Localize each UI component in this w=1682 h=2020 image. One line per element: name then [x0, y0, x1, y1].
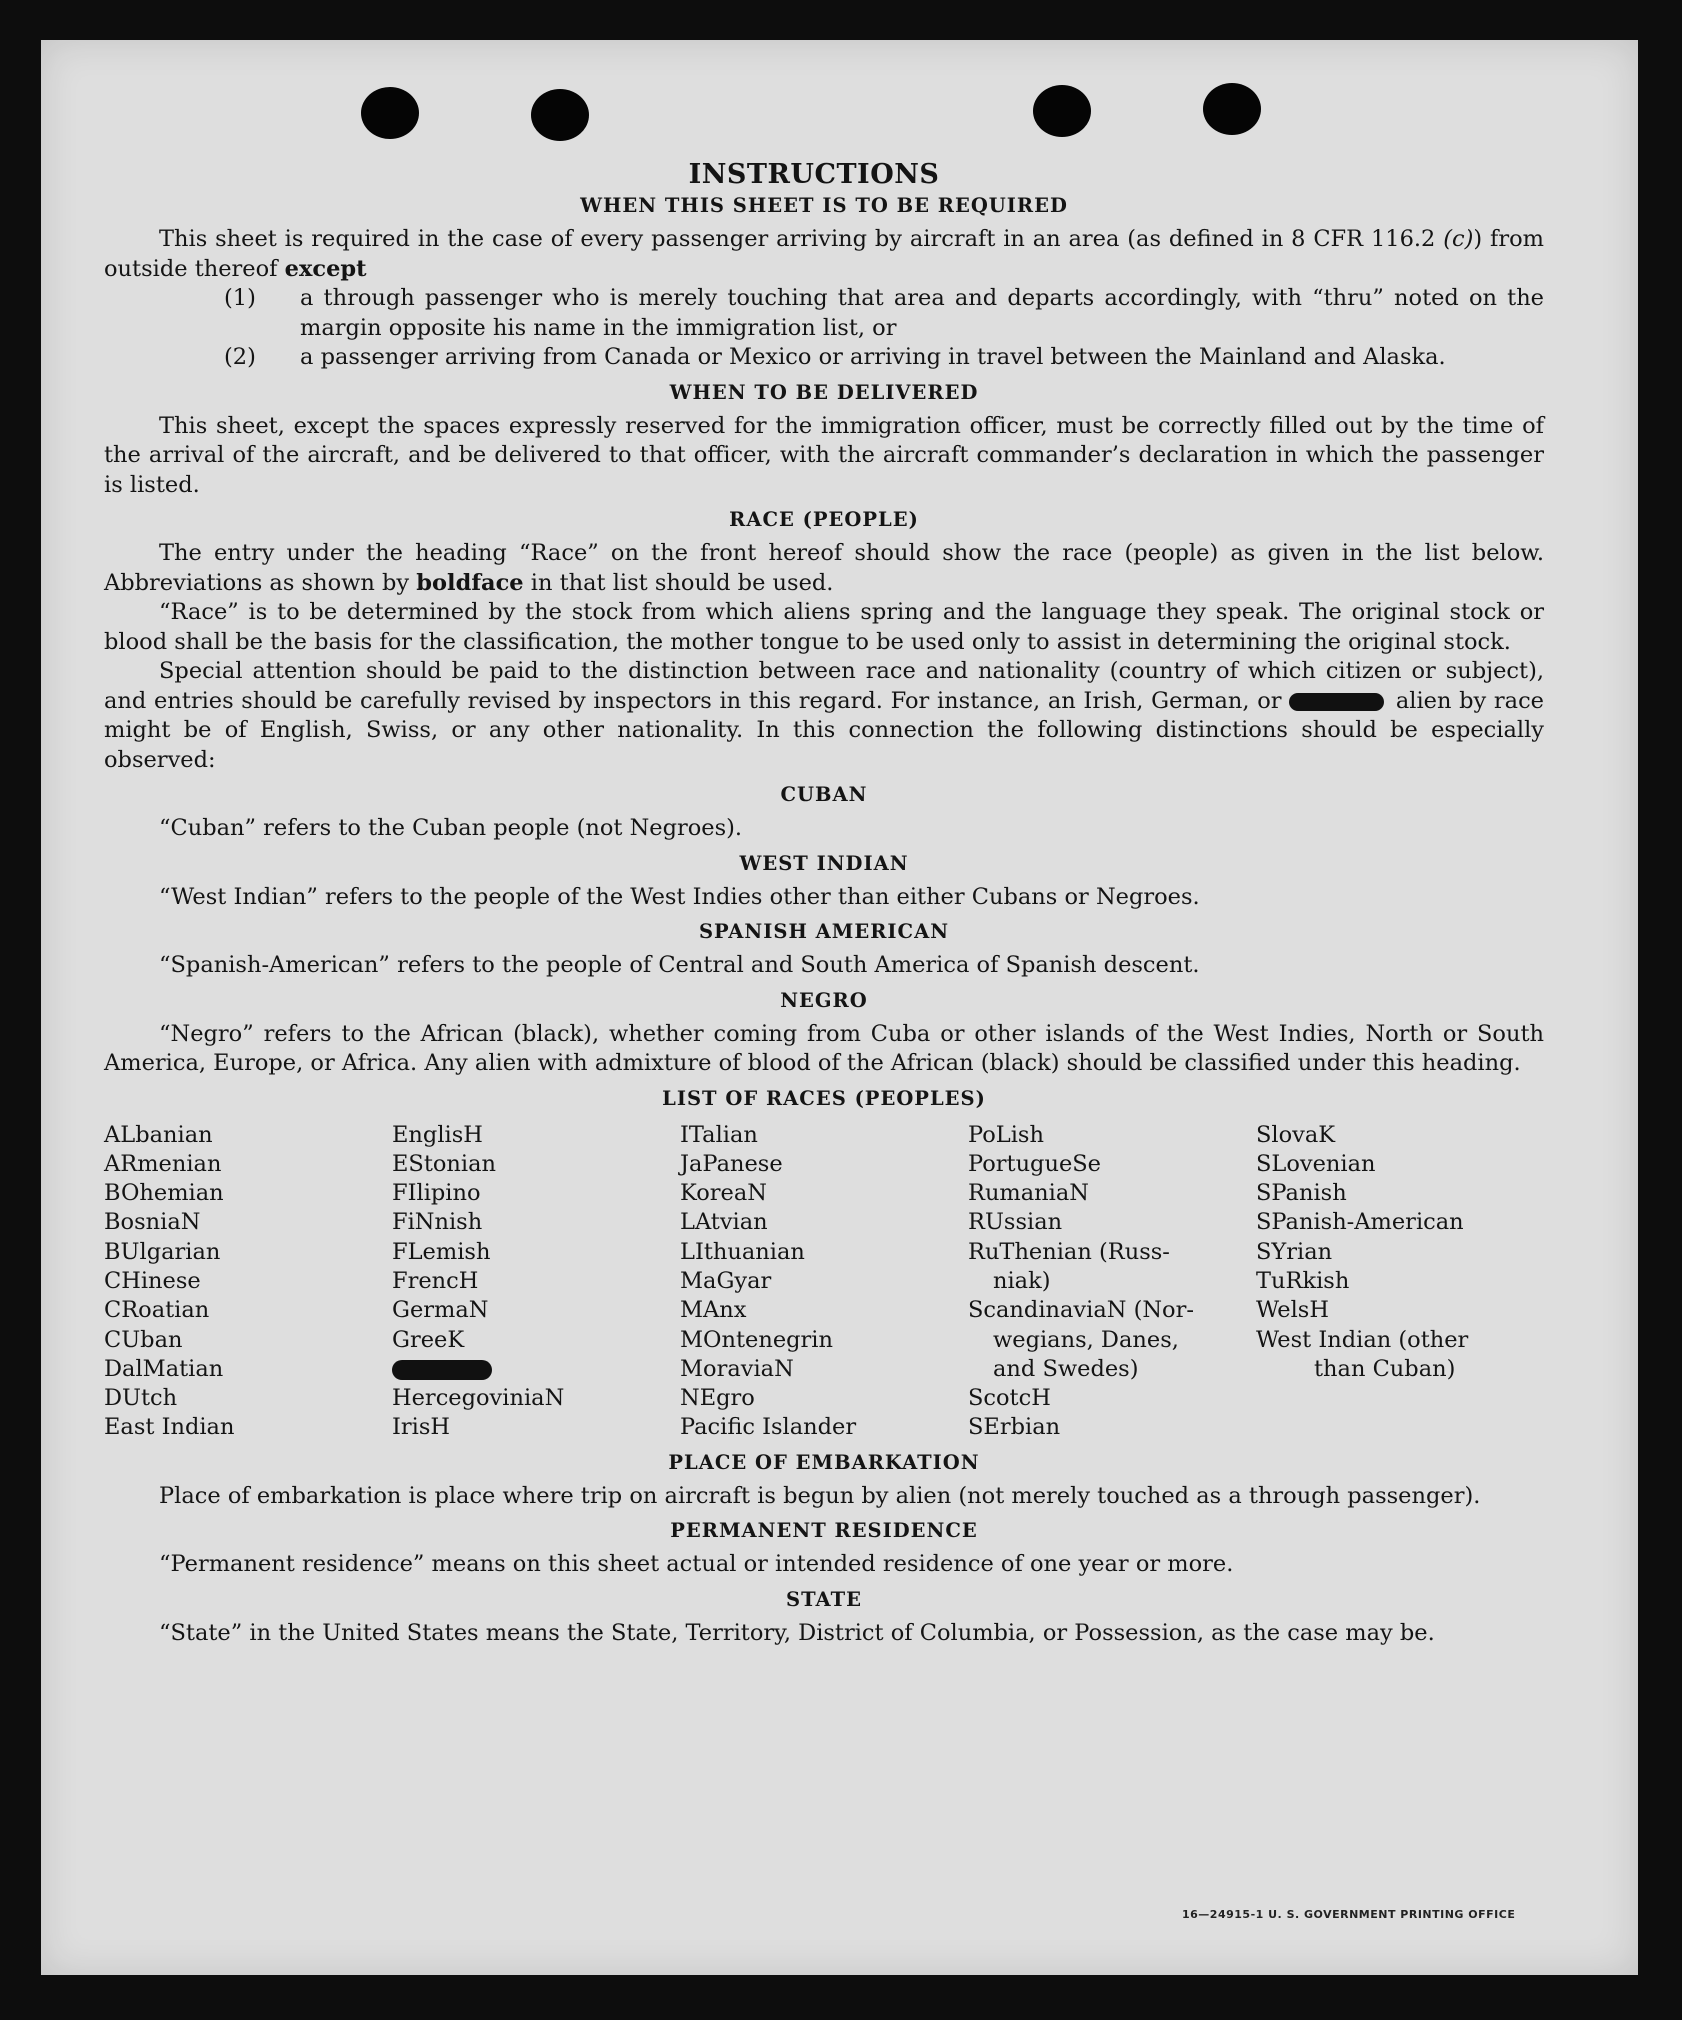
race-entry: FiNnish — [392, 1209, 483, 1236]
punch-hole — [1203, 83, 1261, 135]
race-entry: PortugueSe — [968, 1150, 1102, 1177]
race-entry: BosniaN — [104, 1209, 201, 1236]
paragraph: “West Indian” refers to the people of the West Indies other than either Cubans or Negroes. — [159, 883, 1200, 910]
race-entry: EStonian — [392, 1150, 497, 1177]
race-entry: FLemish — [392, 1238, 491, 1265]
race-entry: niak) — [993, 1267, 1051, 1294]
section-heading: RACE (PEOPLE) — [729, 508, 919, 531]
item-number: (2) — [224, 344, 256, 370]
race-entry: West Indian (other — [1256, 1326, 1469, 1353]
paragraph — [104, 539, 1544, 598]
race-entry: SPanish — [1256, 1180, 1347, 1207]
race-entry: NEgro — [680, 1385, 755, 1412]
section-heading: PERMANENT RESIDENCE — [670, 1519, 978, 1543]
paragraph — [104, 657, 1544, 775]
race-entry: GreeK — [392, 1326, 465, 1353]
race-entry: ALbanian — [104, 1121, 213, 1148]
race-entry: JaPanese — [680, 1150, 783, 1177]
race-entry-redacted — [392, 1355, 680, 1384]
race-entry: CRoatian — [104, 1297, 210, 1324]
race-list — [104, 1121, 1544, 1443]
paragraph: This sheet, except the spaces expressly reserved for the immigration officer, must be correctly filled out by the time of the arrival of the aircraft, and be delivered to that officer, with the aircraft commander’s declaration in which the passenger is listed. — [104, 412, 1544, 498]
race-entry: CUban — [104, 1326, 183, 1353]
list-item — [104, 343, 1544, 373]
text: Special attention should be paid to the distinction between race and nationality (country of which citizen or subject), and entries should be carefully revised by inspectors in this regard. For instance, an Irish, German, or — [104, 658, 1544, 714]
section-heading: PLACE OF EMBARKATION — [668, 1450, 980, 1474]
race-entry: MaGyar — [680, 1267, 772, 1294]
race-entry: MoraviaN — [680, 1355, 794, 1382]
race-entry: BUlgarian — [104, 1238, 221, 1265]
race-entry: CHinese — [104, 1267, 201, 1294]
paragraph: “Spanish-American” refers to the people of Central and South America of Spanish descent. — [159, 952, 1200, 978]
race-entry: BOhemian — [104, 1180, 224, 1207]
race-entry: GermaN — [392, 1297, 489, 1324]
printing-office-imprint: 16—24915-1 U. S. GOVERNMENT PRINTING OFFICE — [1182, 1908, 1516, 1921]
race-entry: WelsH — [1256, 1297, 1329, 1324]
race-entry: ScandinaviaN (Nor- — [968, 1297, 1194, 1324]
item-text: a passenger arriving from Canada or Mexico or arriving in travel between the Mainland and Alaska. — [300, 344, 1446, 370]
paragraph: “Permanent residence” means on this sheet actual or intended residence of one year or more. — [159, 1551, 1234, 1578]
text: alien by race might be of English, Swiss, or any other nationality. In this connection the following distinctions should be especially observed: — [104, 687, 1545, 773]
paragraph: Place of embarkation is place where trip on aircraft is begun by alien (not merely touched as a through passenger). — [159, 1482, 1481, 1509]
section-heading: LIST OF RACES (PEOPLES) — [662, 1086, 986, 1110]
item-text: a through passenger who is merely touching that area and departs accordingly, with “thru” noted on the margin opposite his name in the immigration list, or — [300, 285, 1544, 341]
race-entry: SPanish-American — [1256, 1209, 1464, 1236]
race-entry: FIlipino — [392, 1180, 481, 1207]
race-entry: RuThenian (Russ- — [968, 1238, 1170, 1265]
page-title: INSTRUCTIONS — [688, 159, 940, 190]
text: This sheet is required in the case of every passenger arriving by aircraft in an area (as defined in 8 CFR 116.2 — [159, 226, 1444, 252]
paragraph: “Race” is to be determined by the stock from which aliens spring and the language they speak. The original stock or blood shall be the basis for the classification, the mother tongue to be used only to assist in determining the original stock. — [104, 599, 1544, 655]
race-entry: DalMatian — [104, 1355, 224, 1382]
instructions-content — [104, 158, 1544, 1648]
race-entry: LIthuanian — [680, 1238, 805, 1265]
race-entry: ITalian — [680, 1121, 758, 1148]
race-column — [968, 1121, 1256, 1443]
race-entry: HercegoviniaN — [392, 1385, 565, 1412]
section-heading: WEST INDIAN — [739, 851, 909, 875]
paragraph: “State” in the United States means the State, Territory, District of Columbia, or Possession, as the case may be. — [159, 1619, 1435, 1646]
race-entry: FrencH — [392, 1267, 479, 1294]
race-entry: SLovenian — [1256, 1150, 1376, 1177]
paragraph — [104, 225, 1544, 284]
race-entry: MAnx — [680, 1297, 747, 1324]
race-entry: DUtch — [104, 1385, 178, 1412]
race-entry: Pacific Islander — [680, 1414, 857, 1441]
section-heading: NEGRO — [780, 988, 868, 1012]
race-column — [104, 1121, 392, 1443]
document-sheet — [41, 40, 1638, 1975]
race-entry: than Cuban) — [1314, 1355, 1456, 1382]
race-entry: PoLish — [968, 1121, 1044, 1148]
race-entry: East Indian — [104, 1414, 235, 1441]
race-entry: and Swedes) — [993, 1355, 1139, 1382]
punch-hole — [531, 89, 589, 141]
section-heading: SPANISH AMERICAN — [698, 920, 950, 943]
punch-hole — [1033, 85, 1091, 137]
race-entry: SYrian — [1256, 1238, 1333, 1265]
section-heading: WHEN THIS SHEET IS TO BE REQUIRED — [580, 194, 1068, 217]
race-entry: wegians, Danes, — [993, 1326, 1179, 1353]
redaction-mark — [392, 1360, 492, 1380]
paragraph: “Negro” refers to the African (black), whether coming from Cuba or other islands of the West Indies, North or South America, Europe, or Africa. Any alien with admixture of blood of the African (black) should be classified under this heading. — [104, 1020, 1544, 1076]
race-entry: ScotcH — [968, 1385, 1051, 1412]
section-heading: WHEN TO BE DELIVERED — [669, 380, 979, 404]
race-entry: KoreaN — [680, 1180, 767, 1207]
text: ) from outside thereof — [104, 226, 1544, 282]
race-entry: MOntenegrin — [680, 1326, 833, 1353]
text: boldface — [416, 569, 524, 596]
item-number: (1) — [224, 285, 256, 311]
race-entry: LAtvian — [680, 1209, 768, 1236]
list-item — [104, 284, 1544, 343]
race-entry: SErbian — [968, 1414, 1061, 1441]
race-entry: EnglisH — [392, 1121, 483, 1148]
section-heading: CUBAN — [780, 783, 868, 806]
race-entry: RumaniaN — [968, 1180, 1089, 1207]
race-column — [1256, 1121, 1544, 1443]
race-entry: ARmenian — [104, 1150, 222, 1177]
text: in that list should be used. — [523, 569, 834, 596]
race-entry: SlovaK — [1256, 1121, 1336, 1148]
race-entry: IrisH — [392, 1414, 451, 1441]
text: The entry under the heading “Race” on the front hereof should show the race (people) as given in the list below. Abbreviations as shown by — [104, 540, 1544, 596]
punch-hole — [361, 87, 419, 139]
race-entry: RUssian — [968, 1209, 1063, 1236]
race-entry: TuRkish — [1256, 1267, 1350, 1294]
text: except — [284, 255, 367, 282]
redaction-mark — [1289, 693, 1384, 711]
race-column — [680, 1121, 968, 1443]
section-heading: STATE — [786, 1587, 862, 1611]
paragraph: “Cuban” refers to the Cuban people (not Negroes). — [159, 815, 743, 841]
text: (c) — [1443, 226, 1474, 252]
race-column — [392, 1121, 680, 1443]
